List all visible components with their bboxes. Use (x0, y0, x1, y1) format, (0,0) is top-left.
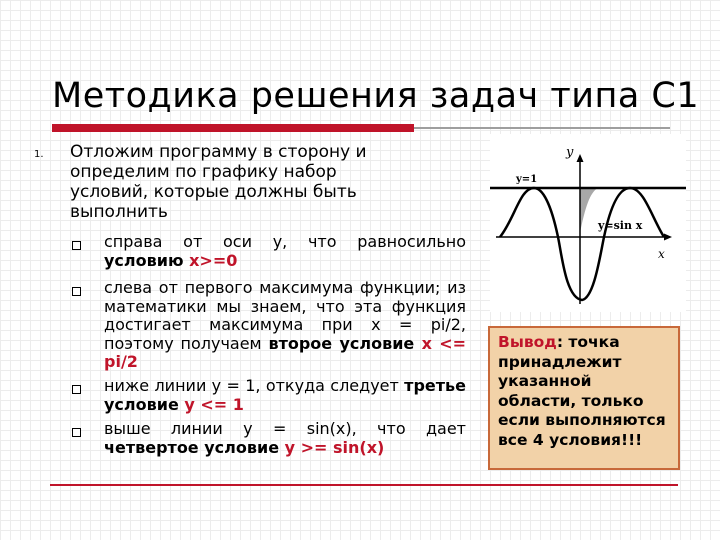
conclusion-text: : точка принадлежит указанной области, только если выполняются все 4 условия!!! (498, 333, 666, 449)
condition-formula: y >= sin(x) (284, 437, 385, 457)
slide-title: Методика решения задач типа С1 (52, 76, 700, 116)
bullet-square-icon (72, 287, 81, 296)
bullet-square-icon (72, 385, 81, 394)
condition-label: третье условие (104, 376, 466, 414)
bullet-square-icon (72, 241, 81, 250)
condition-text: слева от первого максимума функции; из математики мы знаем, что эта функция достигает максимума при x = pi/2, поэтому получаем (104, 278, 466, 353)
condition-text: ниже линии y = 1, откуда следует (104, 376, 405, 395)
condition-2 (104, 279, 466, 372)
title-underline (414, 127, 670, 129)
condition-4 (104, 420, 466, 457)
condition-3 (104, 377, 466, 414)
item-text: Отложим программу в сторону и определим по графику набор условий, которые должны быть выполнить (70, 142, 367, 222)
condition-formula: y <= 1 (184, 394, 244, 414)
curve-label: y=sin x (598, 219, 643, 232)
condition-text: выше линии y = sin(x), что дает (104, 419, 466, 438)
line-label: y=1 (516, 174, 538, 185)
title-underline-accent (52, 124, 414, 132)
y-axis-label: y (566, 145, 574, 160)
bottom-divider (50, 484, 678, 486)
condition-label: условию (104, 250, 190, 270)
x-axis-label: x (658, 247, 665, 261)
condition-label: четвертое условие (104, 437, 285, 457)
sine-graph (490, 134, 686, 312)
conclusion-label: Вывод (498, 333, 557, 351)
condition-label: второе условие (268, 333, 422, 353)
conclusion-box (488, 326, 680, 470)
condition-text: справа от оси y, что равносильно (104, 232, 466, 251)
condition-1 (104, 233, 466, 270)
condition-formula: x <= pi/2 (104, 333, 467, 371)
condition-formula: x>=0 (189, 250, 238, 270)
item-number: 1. (34, 149, 44, 160)
bullet-square-icon (72, 428, 81, 437)
